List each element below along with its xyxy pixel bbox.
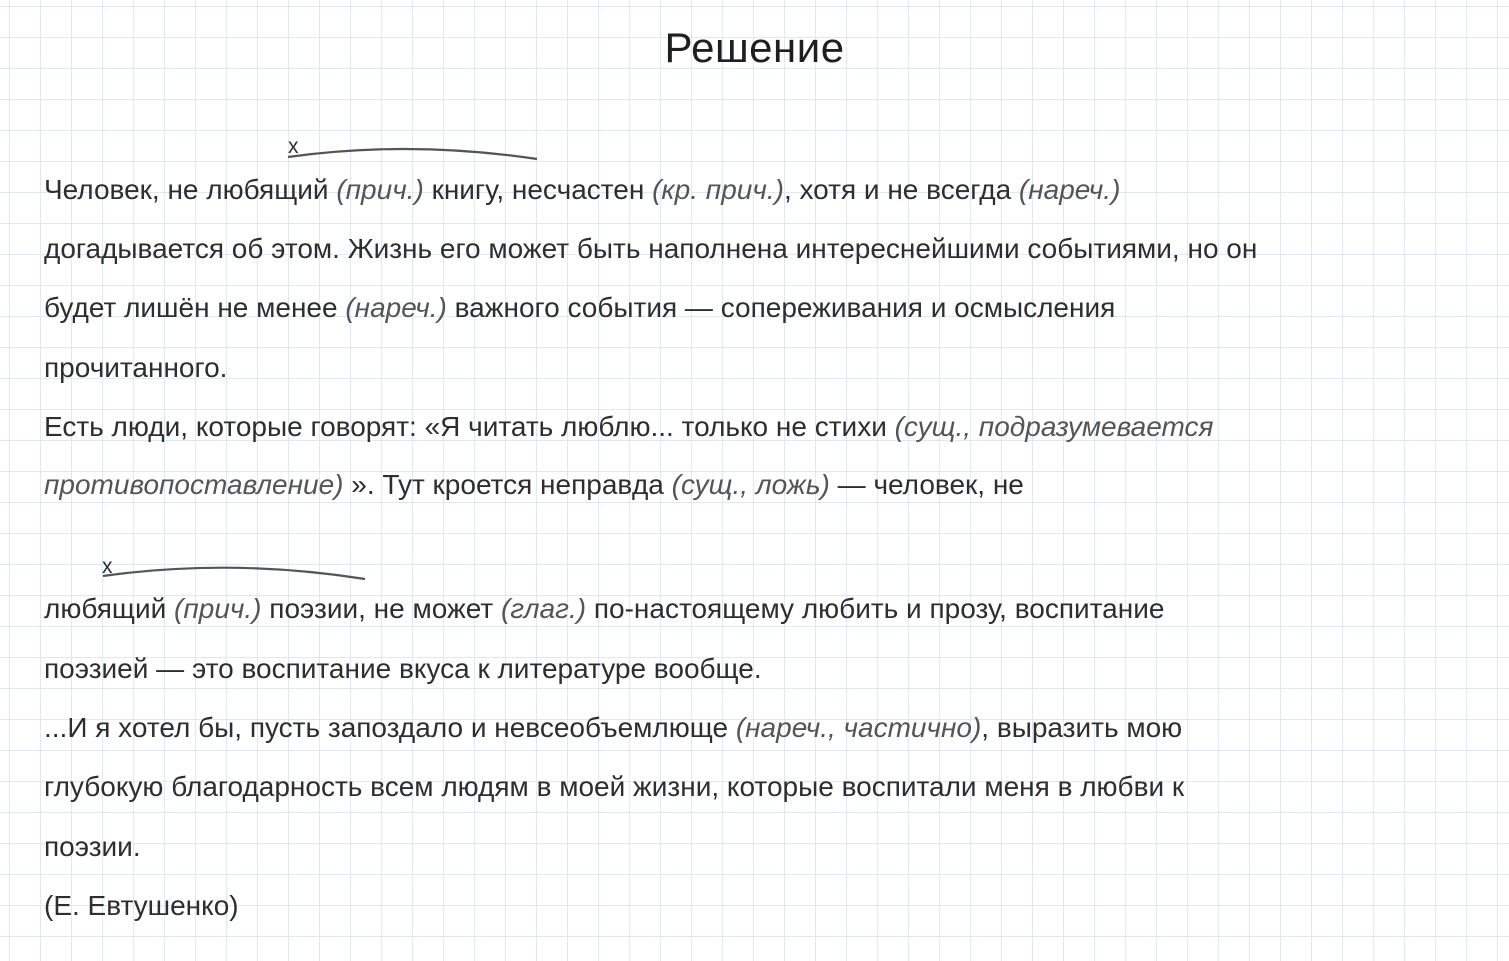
text-fragment: Есть люди, которые говорят: «Я читать люблю... только не стихи <box>44 411 895 442</box>
text-fragment: будет лишён не менее <box>44 292 346 323</box>
grammar-note: (прич.) <box>336 174 424 205</box>
arc-underline <box>100 560 372 584</box>
grammar-note: (нареч., частично) <box>735 712 982 743</box>
text-line: глубокую благодарность всем людям в моей жизни, которые воспитали меня в любви к <box>44 771 1185 802</box>
text-fragment: , выразить мою <box>981 712 1183 743</box>
text-line <box>44 467 1024 503</box>
text-line: догадывается об этом. Жизнь его может быть наполнена интереснейшими событиями, но он <box>44 233 1258 264</box>
text-fragment: важного события — сопереживания и осмысления <box>446 292 1116 323</box>
arc-mark-x: x <box>288 135 299 158</box>
grammar-note: (сущ., подразумевается <box>894 411 1214 442</box>
text-fragment: ...И я хотел бы, пусть запоздало и невсеобъемлюще <box>44 712 736 743</box>
grammar-note: (прич.) <box>174 593 262 624</box>
text-line <box>44 409 1213 445</box>
text-fragment: поэзии, не может <box>261 593 501 624</box>
text-fragment: — человек, не <box>829 469 1024 500</box>
grammar-note: (нареч.) <box>345 292 447 323</box>
text-line <box>44 172 1120 208</box>
arc-mark-x: x <box>102 555 113 578</box>
text-fragment: по-настоящему любить и прозу, воспитание <box>586 593 1165 624</box>
text-line <box>44 290 1115 326</box>
grammar-note: (глаг.) <box>500 593 587 624</box>
text-line: поэзии. <box>44 831 141 862</box>
arc-underline <box>285 142 545 166</box>
text-line <box>44 591 1164 627</box>
grammar-note: (кр. прич.) <box>652 174 784 205</box>
grammar-note: (сущ., ложь) <box>671 469 830 500</box>
text-line: поэзией — это воспитание вкуса к литературе вообще. <box>44 653 762 684</box>
text-fragment: любящий <box>44 593 175 624</box>
grammar-note: (нареч.) <box>1018 174 1121 205</box>
author-signature: (Е. Евтушенко) <box>44 890 239 921</box>
text-line: прочитанного. <box>44 352 228 383</box>
text-fragment: , хотя и не всегда <box>783 174 1019 205</box>
grammar-note: противопоставление) <box>44 469 344 500</box>
page-title: Решение <box>664 24 845 71</box>
text-fragment: Человек, не любящий <box>44 174 337 205</box>
text-line <box>44 710 1182 746</box>
text-fragment: ». Тут кроется неправда <box>343 469 672 500</box>
text-fragment: книгу, несчастен <box>423 174 653 205</box>
